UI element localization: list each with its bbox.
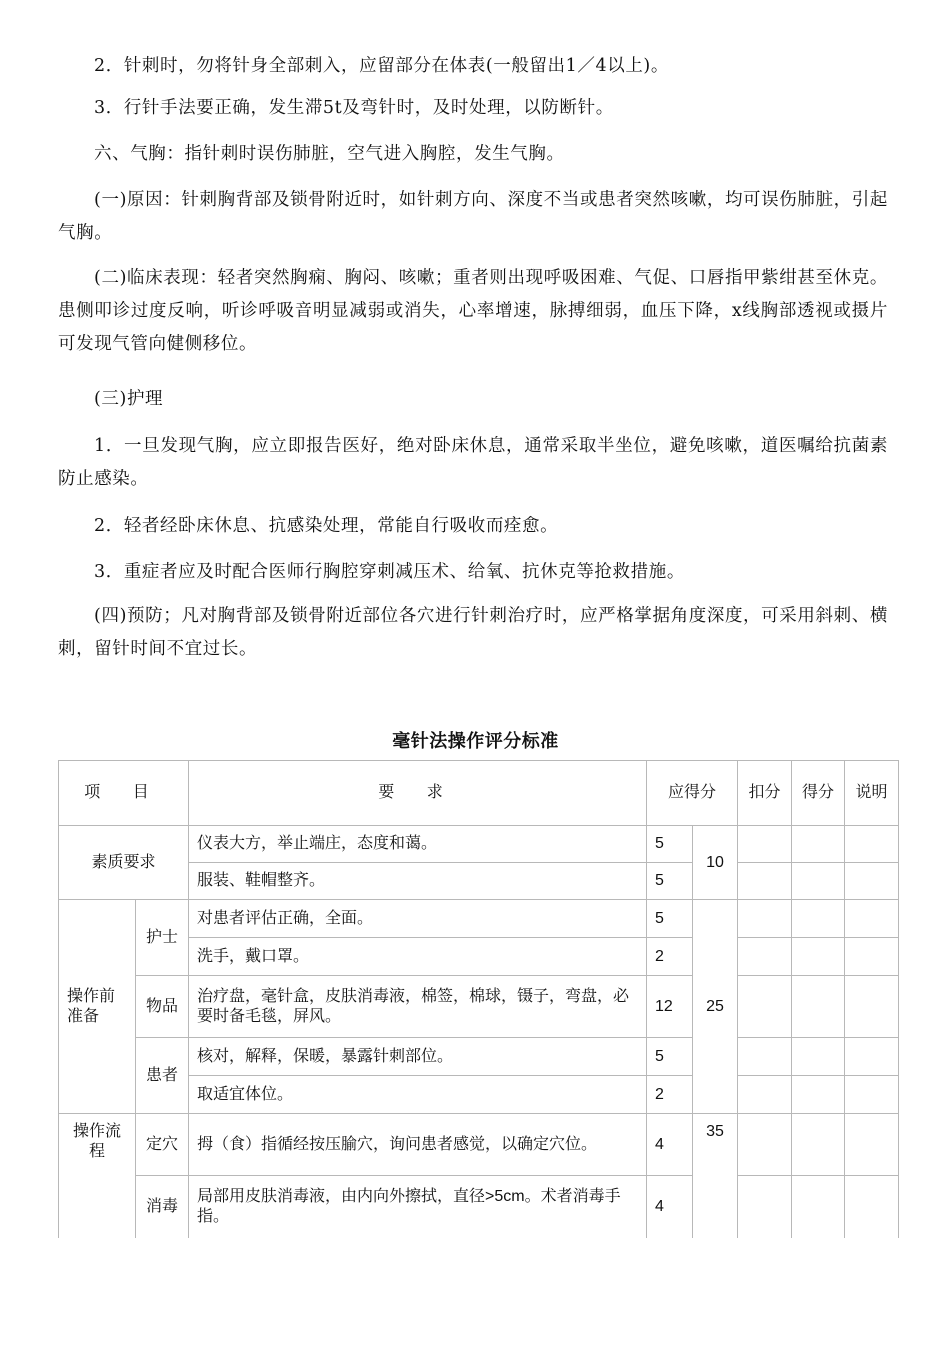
gained-cell [792, 826, 845, 863]
score-cell: 2 [647, 1076, 693, 1114]
deduct-cell [738, 826, 792, 863]
score-cell: 5 [647, 826, 693, 863]
note-cell [845, 938, 899, 976]
subcategory-locate: 定穴 [136, 1114, 189, 1176]
note-cell [845, 1038, 899, 1076]
requirement-cell: 服装、鞋帽整齐。 [189, 863, 647, 900]
note-cell [845, 1176, 899, 1238]
subtotal-cell: 10 [693, 826, 738, 900]
paragraph: 2．针刺时，勿将针身全部刺入，应留部分在体表(一般留出1／4以上)。 [94, 56, 669, 76]
table-row [59, 900, 899, 938]
gained-cell [792, 863, 845, 900]
score-cell: 2 [647, 938, 693, 976]
gained-cell [792, 1114, 845, 1176]
note-cell [845, 826, 899, 863]
subtotal-cell: 35 [693, 1114, 738, 1238]
deduct-cell [738, 1038, 792, 1076]
table-row [59, 1038, 899, 1076]
score-cell: 5 [647, 900, 693, 938]
gained-cell [792, 1038, 845, 1076]
score-cell: 5 [647, 1038, 693, 1076]
score-cell: 12 [647, 976, 693, 1038]
gained-cell [792, 1176, 845, 1238]
note-cell [845, 863, 899, 900]
note-cell [845, 900, 899, 938]
header-deduct: 扣分 [738, 761, 792, 826]
subcategory-items: 物品 [136, 976, 189, 1038]
note-cell [845, 1076, 899, 1114]
gained-cell [792, 976, 845, 1038]
table-row [59, 1176, 899, 1238]
paragraph: 1．一旦发现气胸，应立即报告医好，绝对卧床休息，通常采取半坐位，避免咳嗽，道医嘱给抗菌素防止感染。 [58, 436, 888, 489]
scoring-table [58, 760, 899, 1238]
subcategory-nurse: 护士 [136, 900, 189, 976]
paragraph: 2．轻者经卧床休息、抗感染处理，常能自行吸收而痊愈。 [94, 516, 559, 536]
subcategory-patient: 患者 [136, 1038, 189, 1114]
paragraph: (三)护理 [94, 389, 164, 409]
deduct-cell [738, 1176, 792, 1238]
category-prep: 操作前准备 [59, 900, 136, 1114]
paragraph: 3．行针手法要正确，发生滞5t及弯针时，及时处理，以防断针。 [94, 98, 614, 118]
deduct-cell [738, 938, 792, 976]
header-score: 应得分 [647, 761, 738, 826]
requirement-cell: 核对，解释，保暖，暴露针刺部位。 [189, 1038, 647, 1076]
paragraph: 3．重症者应及时配合医师行胸腔穿刺减压术、给氧、抗休克等抢救措施。 [94, 562, 685, 582]
paragraph: (一)原因：针刺胸背部及锁骨附近时，如针刺方向、深度不当或患者突然咳嗽，均可误伤肺脏，引起气胸。 [58, 190, 888, 243]
table-header-row [59, 761, 899, 826]
requirement-cell: 局部用皮肤消毒液，由内向外擦拭，直径>5cm。术者消毒手指。 [189, 1176, 647, 1238]
deduct-cell [738, 1076, 792, 1114]
score-cell: 4 [647, 1114, 693, 1176]
category-quality: 素质要求 [59, 826, 189, 900]
deduct-cell [738, 976, 792, 1038]
note-cell [845, 1114, 899, 1176]
category-process: 操作流程 [59, 1114, 136, 1238]
header-item: 项 目 [59, 761, 189, 826]
note-cell [845, 976, 899, 1038]
deduct-cell [738, 900, 792, 938]
table-row [59, 826, 899, 863]
deduct-cell [738, 1114, 792, 1176]
table-title: 毫针法操作评分标准 [392, 731, 559, 751]
paragraph: (四)预防；凡对胸背部及锁骨附近部位各穴进行针刺治疗时，应严格掌据角度深度，可采用斜刺、横刺，留针时间不宜过长。 [58, 606, 888, 659]
score-cell: 5 [647, 863, 693, 900]
table-row [59, 976, 899, 1038]
requirement-cell: 仪表大方，举止端庄，态度和蔼。 [189, 826, 647, 863]
requirement-cell: 取适宜体位。 [189, 1076, 647, 1114]
gained-cell [792, 938, 845, 976]
requirement-cell: 治疗盘，毫针盒，皮肤消毒液，棉签，棉球，镊子，弯盘，必要时备毛毯，屏风。 [189, 976, 647, 1038]
deduct-cell [738, 863, 792, 900]
score-cell: 4 [647, 1176, 693, 1238]
requirement-cell: 洗手，戴口罩。 [189, 938, 647, 976]
requirement-cell: 对患者评估正确，全面。 [189, 900, 647, 938]
gained-cell [792, 900, 845, 938]
gained-cell [792, 1076, 845, 1114]
requirement-cell: 拇（食）指循经按压腧穴，询问患者感觉，以确定穴位。 [189, 1114, 647, 1176]
table-row [59, 1114, 899, 1176]
header-gained: 得分 [792, 761, 845, 826]
paragraph: (二)临床表现：轻者突然胸痫、胸闷、咳嗽；重者则出现呼吸困难、气促、口唇指甲紫绀甚至休克。患侧叩诊过度反响，听诊呼吸音明显减弱或消失，心率增速，脉搏细弱，血压下降，x线胸部透视或摄片可发现气管向健侧移位。 [58, 268, 888, 354]
subtotal-cell: 25 [693, 900, 738, 1114]
header-requirement: 要 求 [189, 761, 647, 826]
paragraph: 六、气胸：指针刺时误伤肺脏，空气进入胸腔，发生气胸。 [94, 144, 565, 164]
header-note: 说明 [845, 761, 899, 826]
subcategory-disinfect: 消毒 [136, 1176, 189, 1238]
